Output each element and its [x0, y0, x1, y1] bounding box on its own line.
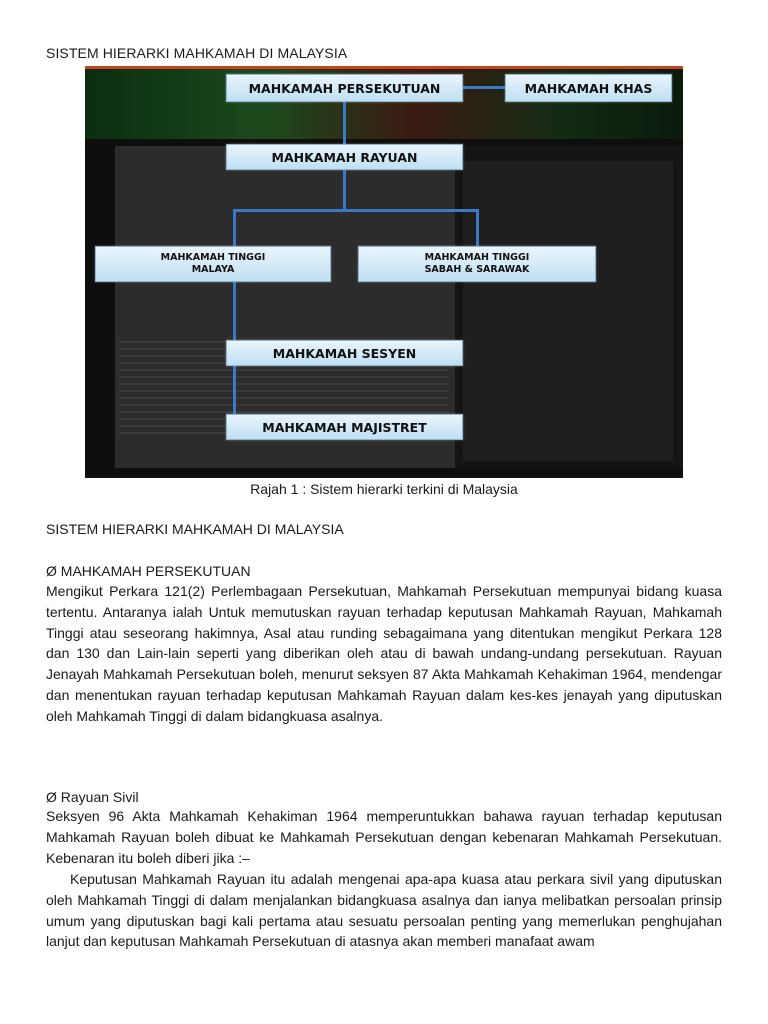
paragraph-mahkamah-persekutuan: Mengikut Perkara 121(2) Perlembagaan Persekutuan, Mahkamah Persekutuan mempunyai bidang kuasa tertentu. Antaranya ialah Untuk memutuskan rayuan terhadap keputusan Mahkamah Rayuan, Mahkamah Tinggi atau seseorang hakimnya, Asal atau runding sebagaimana yang ditentukan mengikut Perkara 128 dan 130 dan Lain-lain seperti yang diberikan oleh atau di bawah undang-undang persekutuan. Rayuan Jenayah Mahkamah Persekutuan boleh, menurut seksyen 87 Akta Mahkamah Kehakiman 1964, mendengar dan menentukan rayuan terhadap keputusan Mahkamah Rayuan dalam kes-kes jenayah yang diputuskan oleh Mahkamah Tinggi di dalam bidangkuasa asalnya.: [46, 583, 722, 724]
box-mahkamah-tinggi-sabah-sarawak: [358, 246, 596, 282]
connector-rayuan-down: [343, 168, 346, 210]
connector-to-tinggi-sabah: [476, 209, 479, 246]
box-label: MAHKAMAH RAYUAN: [271, 149, 418, 165]
court-hierarchy-figure: [85, 66, 683, 478]
connector-tinggi-horizontal: [233, 209, 478, 212]
box-mahkamah-khas: [505, 74, 672, 102]
box-label: MAHKAMAH MAJISTRET: [262, 419, 427, 435]
figure-background-inner: [463, 161, 673, 461]
box-label: MAHKAMAH KHAS: [524, 80, 653, 96]
box-label: MAHKAMAH SESYEN: [272, 345, 417, 361]
heading-rayuan-sivil: Ø Rayuan Sivil: [46, 789, 139, 805]
box-label-line2: MALAYA: [191, 264, 235, 275]
connector-to-tinggi-malaya: [233, 209, 236, 246]
box-label-line2: SABAH & SARAWAK: [424, 264, 530, 275]
connector-persekutuan-khas: [463, 86, 505, 89]
paragraph-rayuan-sivil-detail: Keputusan Mahkamah Rayuan itu adalah mengenai apa-apa kuasa atau perkara sivil yang diputuskan oleh Mahkamah Tinggi di dalam menjalankan bidangkuasa asalnya dan ianya melibatkan persoalan prinsip umum yang diputuskan bagi kali pertama atau sesuatu persoalan penting yang memerlukan penghujahan lanjut dan keputusan Mahkamah Persekutuan di atasnya akan memberi manafaat awam: [46, 871, 722, 950]
box-mahkamah-sesyen: [226, 340, 463, 366]
box-mahkamah-persekutuan: [226, 74, 463, 102]
box-label-line1: MAHKAMAH TINGGI: [424, 252, 530, 263]
paragraph-rayuan-sivil: Seksyen 96 Akta Mahkamah Kehakiman 1964 memperuntukkan bahawa rayuan terhadap keputusan Mahkamah Rayuan boleh dibuat ke Mahkamah Persekutuan dengan kebenaran Mahkamah Persekutuan. Kebenaran itu boleh diberi jika :–: [46, 808, 722, 866]
connector-persekutuan-rayuan: [343, 100, 346, 144]
box-mahkamah-tinggi-malaya: [95, 246, 331, 282]
section-title: SISTEM HIERARKI MAHKAMAH DI MALAYSIA: [46, 521, 344, 537]
heading-mahkamah-persekutuan: Ø MAHKAMAH PERSEKUTUAN: [46, 563, 251, 579]
document-title: SISTEM HIERARKI MAHKAMAH DI MALAYSIA: [46, 45, 348, 61]
box-label: MAHKAMAH PERSEKUTUAN: [248, 80, 441, 96]
box-mahkamah-majistret: [226, 414, 463, 440]
figure-caption: Rajah 1 : Sistem hierarki terkini di Malaysia: [250, 481, 518, 497]
box-label-line1: MAHKAMAH TINGGI: [160, 252, 266, 263]
connector-sesyen-majistret: [233, 364, 236, 414]
box-mahkamah-rayuan: [226, 144, 463, 170]
connector-tinggi-sesyen: [233, 280, 236, 340]
